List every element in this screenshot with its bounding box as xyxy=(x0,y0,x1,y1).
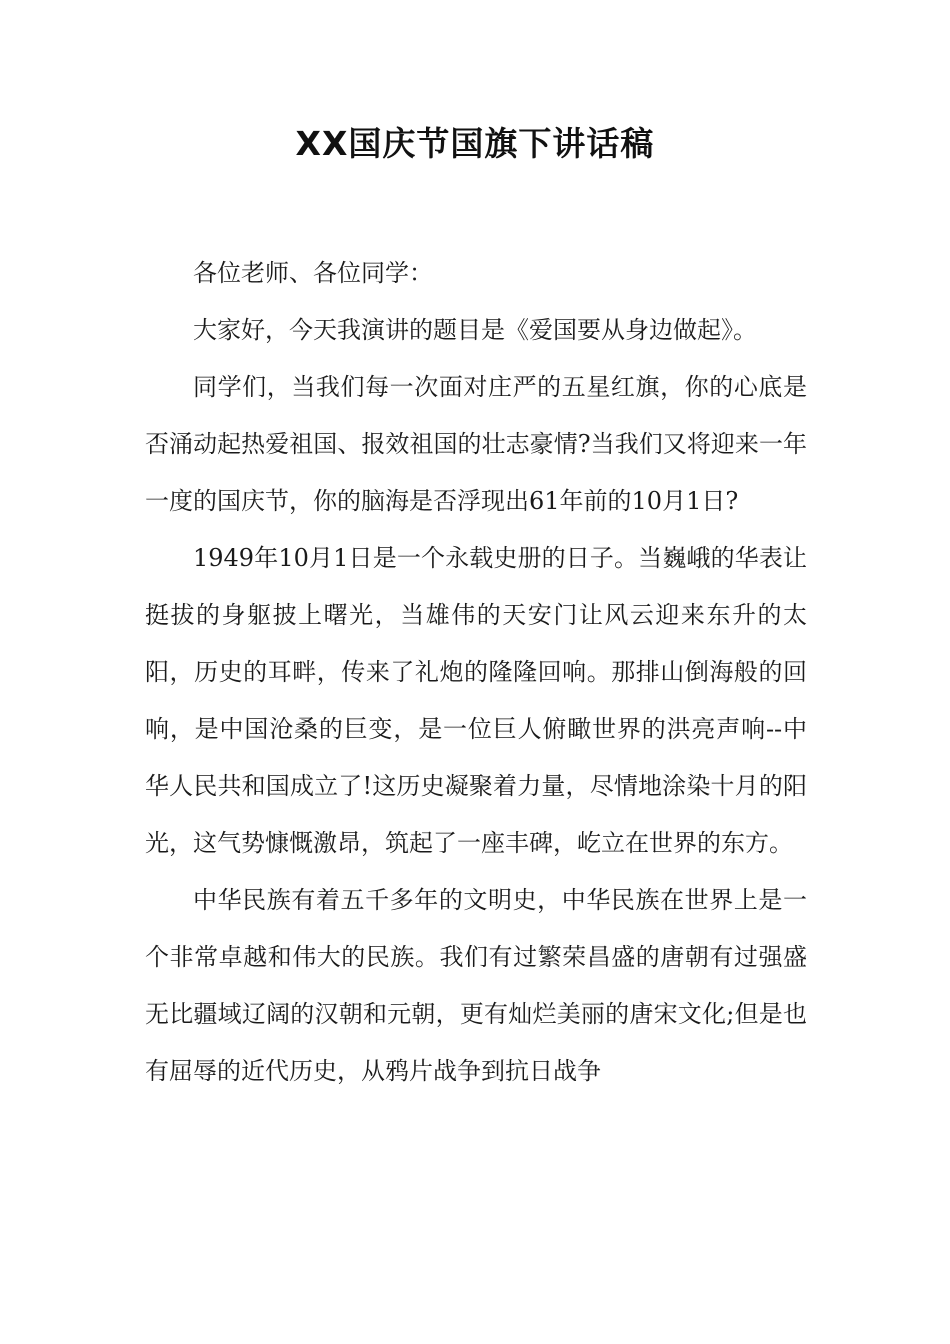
document-title: XX国庆节国旗下讲话稿 xyxy=(295,124,655,163)
paragraph-greeting: 大家好，今天我演讲的题目是《爱国要从身边做起》。 xyxy=(193,316,757,344)
paragraph-salutation: 各位老师、各位同学： xyxy=(193,259,433,287)
document-body xyxy=(145,245,807,1100)
paragraph-founding-day: 1949年10月1日是一个永载史册的日子。当巍峨的华表让挺拔的身躯披上曙光，当雄伟的天安门让风云迎来东升的太阳，历史的耳畔，传来了礼炮的隆隆回响。那排山倒海般的回响，是中国沧桑的巨变，是一位巨人俯瞰世界的洪亮声响--中华人民共和国成立了!这历史凝聚着力量，尽情地涂染十月的阳光，这气势慷慨激昂，筑起了一座丰碑，屹立在世界的东方。 xyxy=(145,544,807,857)
paragraph-history: 中华民族有着五千多年的文明史，中华民族在世界上是一个非常卓越和伟大的民族。我们有过繁荣昌盛的唐朝有过强盛无比疆域辽阔的汉朝和元朝，更有灿烂美丽的唐宋文化;但是也有屈辱的近代历史，从鸦片战争到抗日战争 xyxy=(145,886,807,1085)
paragraph-flag: 同学们，当我们每一次面对庄严的五星红旗，你的心底是否涌动起热爱祖国、报效祖国的壮志豪情?当我们又将迎来一年一度的国庆节，你的脑海是否浮现出61年前的10月1日? xyxy=(145,373,807,515)
